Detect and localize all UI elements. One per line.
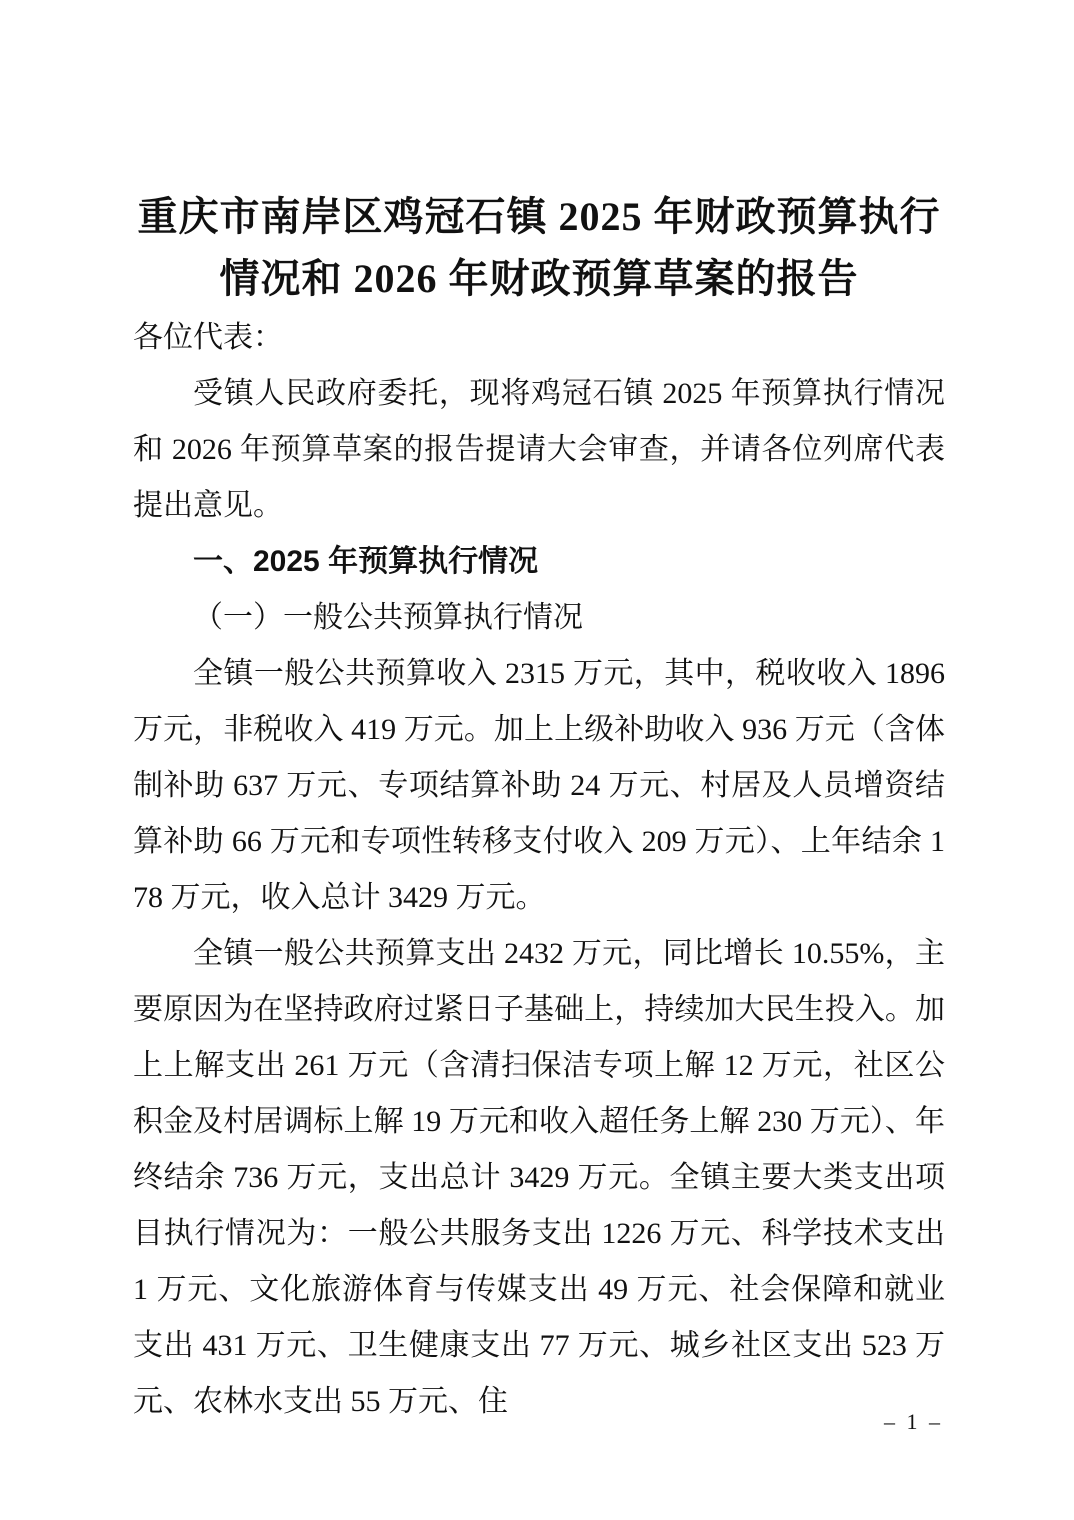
section-heading-budget-execution: 一、2025 年预算执行情况 — [193, 545, 539, 578]
intro-paragraph: 受镇人民政府委托，现将鸡冠石镇 2025 年预算执行情况和 2026 年预算草案的报告提请大会审查，并请各位列席代表提出意见。 — [133, 377, 945, 522]
subsection-heading-general-public-budget: （一）一般公共预算执行情况 — [193, 601, 583, 634]
document-title — [133, 186, 945, 310]
title-line-1: 重庆市南岸区鸡冠石镇 2025 年财政预算执行 — [137, 194, 941, 239]
document-content — [133, 186, 945, 1430]
page-number: – 1 – — [884, 1409, 943, 1434]
expenditure-paragraph: 全镇一般公共预算支出 2432 万元，同比增长 10.55%，主要原因为在坚持政府过紧日子基础上，持续加大民生投入。加上上解支出 261 万元（含清扫保洁专项上解 12 万元，社区公积金及村居调标上解 19 万元和收入超任务上解 230 万元）、年终结余 736 万元，支出总计 3429 万元。全镇主要大类支出项目执行情况为：一般公共服务支出 1226 万元、科学技术支出 1 万元、文化旅游体育与传媒支出 49 万元、社会保障和就业支出 431 万元、卫生健康支出 77 万元、城乡社区支出 523 万元、农林水支出 55 万元、住 — [133, 937, 945, 1418]
salutation: 各位代表： — [133, 321, 283, 354]
revenue-paragraph: 全镇一般公共预算收入 2315 万元，其中，税收收入 1896 万元，非税收入 419 万元。加上上级补助收入 936 万元（含体制补助 637 万元、专项结算补助 24 万元、村居及人员增资结算补助 66 万元和专项性转移支付收入 209 万元）、上年结余 178 万元，收入总计 3429 万元。 — [133, 657, 945, 914]
title-line-2: 情况和 2026 年财政预算草案的报告 — [219, 256, 859, 301]
